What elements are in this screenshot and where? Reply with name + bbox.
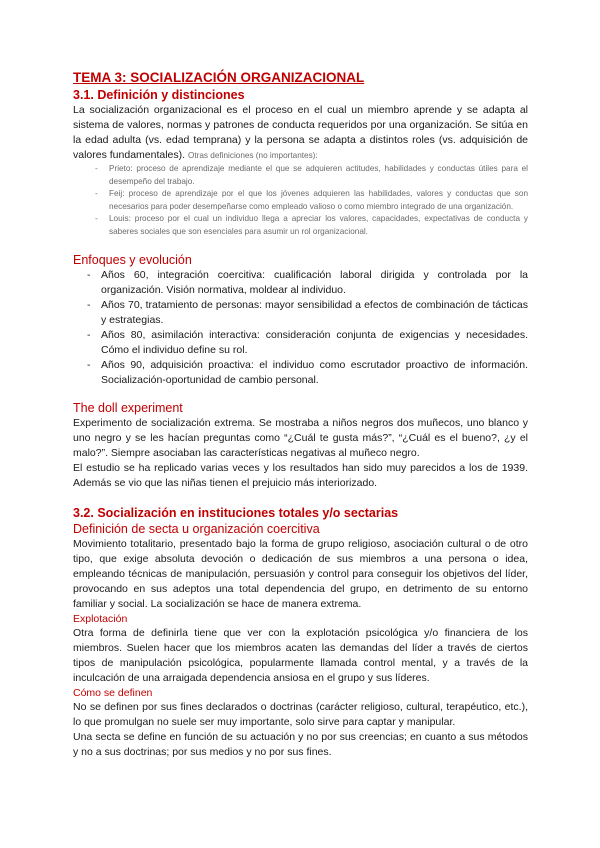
definition-item: - Feij: proceso de aprendizaje por el que los jóvenes adquieren las habilidades, valores y conductas que son necesarios para poder desempeñarse como empleado valioso o como miembro integrado de una organización. xyxy=(97,188,528,213)
enfoque-item: - Años 80, asimilación interactiva: consideración conjunta de exigencias y necesidades. Cómo el individuo define su rol. xyxy=(87,328,528,358)
como-se-definen-heading: Cómo se definen xyxy=(73,687,153,699)
document-page xyxy=(73,70,528,760)
explotacion-text: Otra forma de definirla tiene que ver con la explotación psicológica y/o financiera de los miembros. Suelen hacer que los miembros acaten las demandas del líder a través de ciertos tipos de manipulación psicológica, popularmente llamada control mental, y a través de la inculcación de una arraigada dependencia ansiosa en el grupo y sus líderes. xyxy=(73,627,528,684)
page-title: TEMA 3: SOCIALIZACIÓN ORGANIZACIONAL xyxy=(73,70,365,85)
definitions-list xyxy=(73,163,528,238)
como-se-definen-text-2: Una secta se define en función de su actuación y no por sus creencias; en cuanto a sus métodos y no a sus doctrinas; por sus medios y no por sus fines. xyxy=(73,731,528,758)
doll-experiment-text-2: El estudio se ha replicado varias veces y los resultados han sido muy parecidos a los de 1939. Además se vio que las niñas tienen el prejuicio más interiorizado. xyxy=(73,462,528,489)
secta-definition-text: Movimiento totalitario, presentado bajo la forma de grupo religioso, asociación cultural o de otro tipo, que exige absoluta devoción o dedicación de sus miembros a una persona o idea, empleando técnicas de manipulación, persuasión y control para conseguir los objetivos del líder, provocando en sus adeptos una total dependencia del grupo, en detrimento de su entorno familiar y social. La socialización se hace de manera extrema. xyxy=(73,538,528,610)
definition-item: - Louis: proceso por el cual un individuo llega a apreciar los valores, capacidades, expectativas de conducta y saberes sociales que son esenciales para asumir un rol organizacional. xyxy=(97,213,528,238)
explotacion-heading: Explotación xyxy=(73,613,128,625)
enfoques-list xyxy=(73,268,528,388)
secta-definition-heading: Definición de secta u organización coercitiva xyxy=(73,522,320,536)
enfoques-heading: Enfoques y evolución xyxy=(73,253,192,267)
como-se-definen-text-1: No se definen por sus fines declarados o doctrinas (carácter religioso, cultural, terapéutico, etc.), lo que promulgan no suele ser muy importante, solo sirve para captar y manipular. xyxy=(73,701,528,728)
other-definitions-label: Otras definiciones (no importantes): xyxy=(187,151,318,160)
doll-experiment-heading: The doll experiment xyxy=(73,401,183,415)
intro-text: La socialización organizacional es el proceso en el cual un miembro aprende y se adapta al sistema de valores, normas y patrones de conducta requeridos por una organización. Se sitúa en la edad adulta (vs. edad temprana) y la persona se adapta a distintos roles (vs. adquisición de valores fundamentales). xyxy=(73,104,528,161)
definition-item: - Prieto: proceso de aprendizaje mediante el que se adquieren actitudes, habilidades y conductas útiles para el desempeño del trabajo. xyxy=(97,163,528,188)
doll-experiment-text-1: Experimento de socialización extrema. Se mostraba a niños negros dos muñecos, uno blanco y uno negro y se les hacían preguntas como “¿Cuál te gusta más?”, “¿Cuál es el bueno?, ¿y el malo?”. Siempre asociaban las características negativas al muñeco negro. xyxy=(73,417,528,459)
section-1-heading: 3.1. Definición y distinciones xyxy=(73,88,245,102)
section-1-intro xyxy=(73,103,528,163)
enfoque-item: - Años 90, adquisición proactiva: el individuo como escrutador proactivo de información. Socialización-oportunidad de cambio personal. xyxy=(87,358,528,388)
section-2-heading: 3.2. Socialización en instituciones totales y/o sectarias xyxy=(73,506,399,520)
enfoque-item: - Años 60, integración coercitiva: cualificación laboral dirigida y controlada por la organización. Visión normativa, moldear al individuo. xyxy=(87,268,528,298)
enfoque-item: - Años 70, tratamiento de personas: mayor sensibilidad a efectos de combinación de tácticas y estrategias. xyxy=(87,298,528,328)
